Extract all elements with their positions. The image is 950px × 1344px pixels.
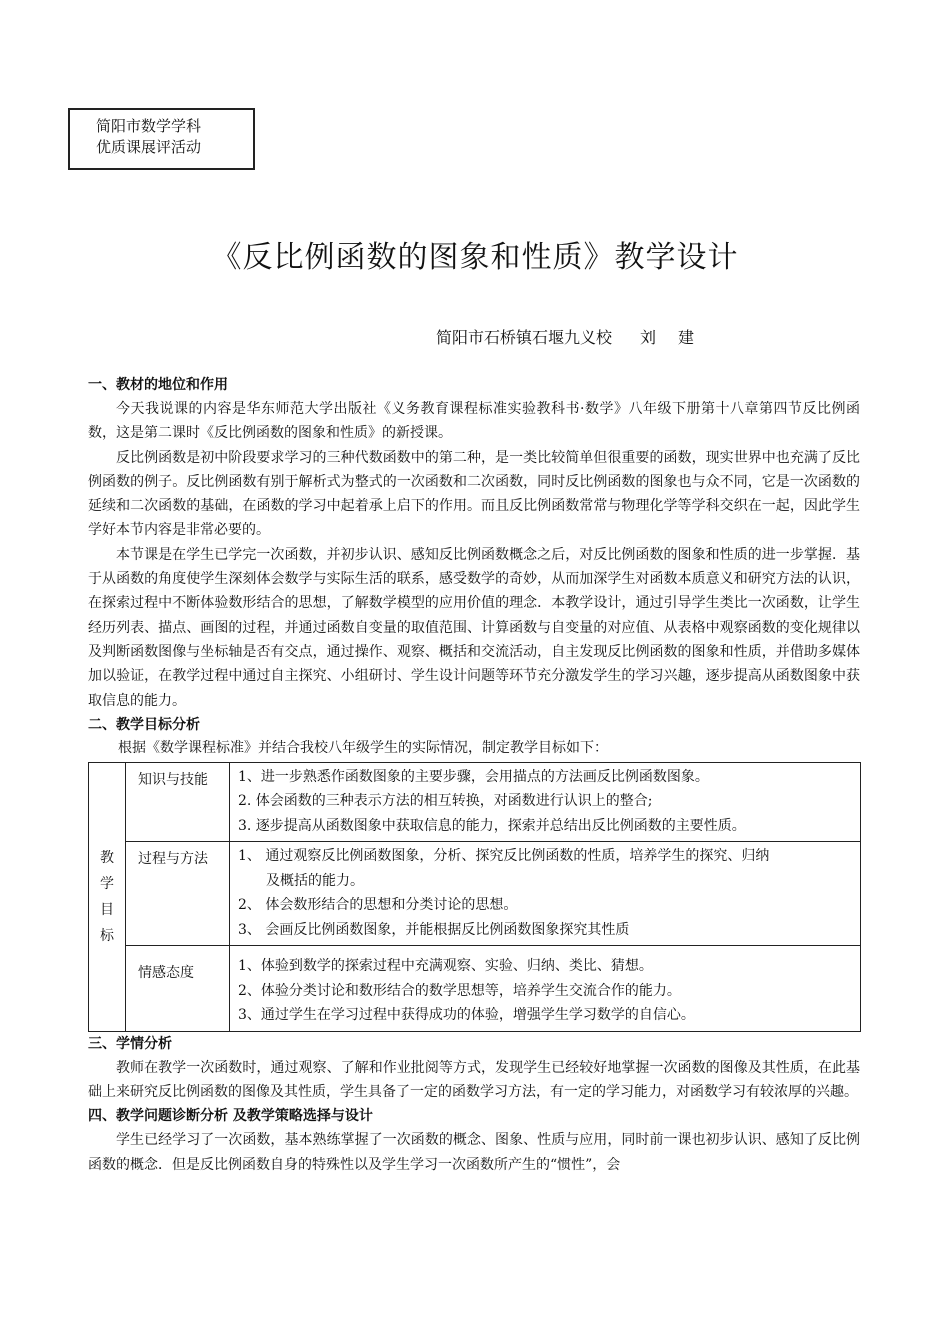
goal-category: 情感态度 [126, 946, 230, 1032]
section-1-paragraph-1: 今天我说课的内容是华东师范大学出版社《义务教育课程标准实验教科书·数学》八年级下册第十八章第四节反比例函数，这是第二课时《反比例函数的图象和性质》的新授课。 [88, 401, 860, 442]
goal-category: 过程与方法 [126, 842, 230, 946]
event-stamp-box [68, 108, 255, 170]
side-char: 学 [100, 875, 114, 892]
section-3-heading: 三、学情分析 [88, 1035, 172, 1052]
goal-items [230, 762, 861, 842]
goal-items [230, 946, 861, 1032]
section-4-heading: 四、教学问题诊断分析 及教学策略选择与设计 [88, 1108, 373, 1125]
section-4-paragraph-1: 学生已经学习了一次函数，基本熟练掌握了一次函数的概念、图象、性质与应用，同时前一课也初步认识、感知了反比例函数的概念．但是反比例函数自身的特殊性以及学生学习一次函数所产生的“惯性”，会 [88, 1132, 860, 1173]
goals-row-attitude [89, 946, 861, 1032]
section-2-heading: 二、教学目标分析 [88, 716, 200, 733]
goals-row-knowledge [89, 762, 861, 842]
goals-row-process [89, 842, 861, 946]
section-1-paragraph-2: 反比例函数是初中阶段要求学习的三种代数函数中的第二种，是一类比较简单但很重要的函数，现实世界中也充满了反比例函数的例子。反比例函数有别于解析式为整式的一次函数和二次函数，同时反比例函数的图象也与众不同，它是一次函数的延续和二次函数的基础，在函数的学习中起着承上启下的作用。而且反比例函数常常与物理化学等学科交织在一起，因此学生学好本节内容是非常必要的。 [88, 449, 860, 539]
document-title: 《反比例函数的图象和性质》教学设计 [211, 240, 739, 275]
goal-item: 3、通过学生在学习过程中获得成功的体验，增强学生学习数学的自信心。 [238, 1007, 695, 1024]
section-2-intro: 根据《数学课程标准》并结合我校八年级学生的实际情况，制定教学目标如下： [118, 739, 608, 756]
goal-item: 1、进一步熟悉作函数图象的主要步骤，会用描点的方法画反比例函数图象。 [238, 768, 709, 785]
goal-item: 3、 会画反比例函数图象，并能根据反比例函数图象探究其性质 [238, 921, 630, 938]
goal-item-continuation: 及概括的能力。 [266, 872, 364, 889]
goals-side-label [89, 762, 126, 1031]
author-school: 简阳市石桥镇石堰九义校 [436, 328, 613, 347]
teaching-goals-table [88, 762, 861, 1032]
goal-item: 1、 通过观察反比例函数图象，分析、探究反比例函数的性质，培养学生的探究、归纳 [238, 848, 770, 865]
author-line [436, 325, 716, 348]
side-char: 目 [100, 901, 114, 918]
stamp-line-1: 简阳市数学学科 [96, 117, 202, 135]
goal-item: 3. 逐步提高从函数图象中获取信息的能力，探索并总结出反比例函数的主要性质。 [238, 817, 746, 834]
goal-items [230, 842, 861, 946]
document-body [88, 373, 860, 1177]
section-1-paragraph-3: 本节课是在学生已学完一次函数，并初步认识、感知反比例函数概念之后，对反比例函数的图象和性质的进一步掌握．基于从函数的角度使学生深刻体会数学与实际生活的联系，感受数学的奇妙，从而加深学生对函数本质意义和研究方法的认识，在探索过程中不断体验数形结合的思想，了解数学模型的应用价值的理念．本教学设计，通过引导学生类比一次函数，让学生经历列表、描点、画图的过程，并通过函数自变量的取值范围、计算函数与自变量的对应值、从表格中观察函数的变化规律以及判断函数图像与坐标轴是否有交点，通过操作、观察、概括和交流活动，自主发现反比例函数的图象和性质，并借助多媒体加以验证，在教学过程中通过自主探究、小组研讨、学生设计问题等环节充分激发学生的学习兴趣，逐步提高从函数图象中获取信息的能力。 [88, 546, 860, 709]
section-3-paragraph-1: 教师在教学一次函数时，通过观察、了解和作业批阅等方式，发现学生已经较好地掌握一次函数的图像及其性质，在此基础上来研究反比例函数的图像及其性质，学生具备了一定的函数学习方法，有一定的学习能力，对函数学习有较浓厚的兴趣。 [88, 1059, 860, 1101]
section-1-heading: 一、教材的地位和作用 [88, 377, 228, 393]
stamp-line-2: 优质课展评活动 [96, 138, 202, 156]
goal-item: 1、体验到数学的探索过程中充满观察、实验、归纳、类比、猜想。 [238, 958, 653, 975]
goal-item: 2、 体会数形结合的思想和分类讨论的思想。 [238, 897, 518, 914]
goal-item: 2. 体会函数的三种表示方法的相互转换，对函数进行认识上的整合; [238, 793, 653, 810]
goal-category: 知识与技能 [126, 762, 230, 842]
side-char: 教 [100, 849, 114, 866]
side-char: 标 [100, 927, 114, 944]
goal-item-continued [238, 869, 860, 894]
goal-item: 2、体验分类讨论和数形结合的数学思想等，培养学生交流合作的能力。 [238, 982, 681, 999]
author-name: 刘建 [640, 328, 717, 347]
